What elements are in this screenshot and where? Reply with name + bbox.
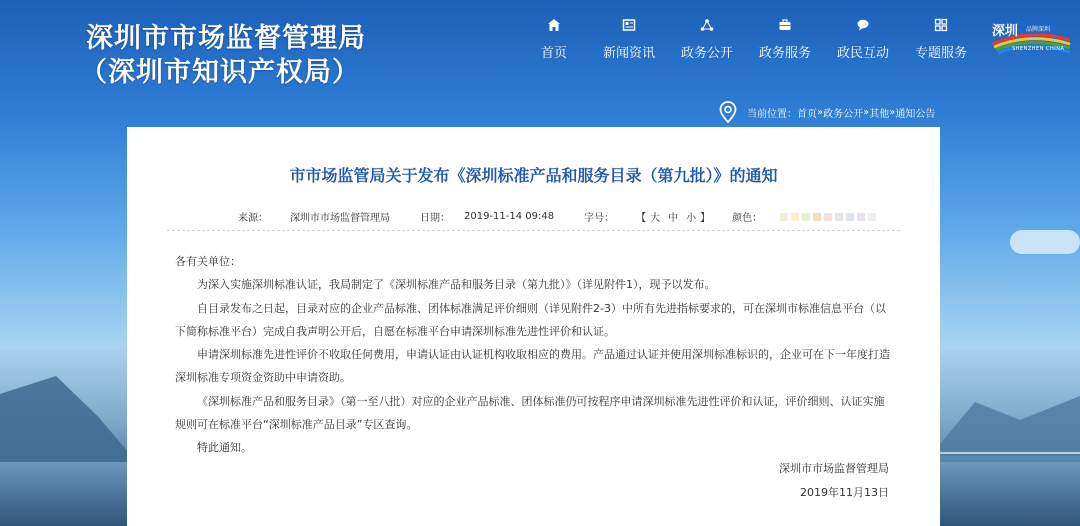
logo-subtext: 品牌深圳 [1026, 26, 1051, 33]
affairs-icon [700, 18, 714, 32]
background-mountain-right [930, 396, 1080, 456]
salutation: 各有关单位： [175, 255, 241, 268]
nav-item-affairs[interactable] [668, 18, 746, 61]
body-paragraph: 自目录发布之日起，目录对应的企业产品标准、团体标准满足评价细则（详见附件2-3）中所有先进指标要求的，可在深圳市标准信息平台（以下简称标准平台）完成自我声明公开后，自愿在标准平台申请深圳标准先进性评价和认证。 [175, 301, 886, 338]
color-swatch[interactable] [824, 213, 832, 221]
home-icon [547, 18, 561, 32]
font-size-medium-link[interactable]: 中 [668, 213, 679, 224]
breadcrumb-item-affairs[interactable]: 政务公开 [823, 108, 864, 120]
signature-block [779, 457, 889, 505]
nav-item-label: 专题服务 [914, 46, 967, 61]
nav-item-label: 新闻资讯 [602, 46, 655, 61]
site-title-line1: 深圳市市场监督管理局 [86, 23, 366, 54]
breadcrumb-item-notices[interactable]: 通知公告 [895, 108, 936, 120]
nav-item-interaction[interactable] [824, 18, 902, 61]
color-swatches [780, 213, 879, 221]
location-pin-icon [719, 101, 737, 123]
nav-item-special[interactable] [902, 18, 980, 61]
breadcrumb-separator: » [889, 106, 896, 118]
source-label: 来源： [238, 213, 268, 224]
logo-text: 深圳 [992, 24, 1019, 39]
source-value: 深圳市市场监督管理局 [290, 213, 390, 224]
nav-item-services[interactable] [746, 18, 824, 61]
color-swatch[interactable] [813, 213, 821, 221]
font-size-large-link[interactable]: 大 [650, 213, 661, 224]
background-bridge [930, 452, 1080, 454]
meta-divider [167, 230, 900, 231]
article-panel [127, 127, 940, 526]
site-title-line2: （深圳市知识产权局） [80, 57, 360, 88]
article-meta [238, 209, 879, 224]
background-cloud [1010, 230, 1080, 254]
nav-item-label: 政务服务 [758, 46, 811, 61]
grid-icon [934, 18, 948, 32]
signature-org: 深圳市市场监督管理局 [779, 462, 889, 475]
font-size-bracket-open: 【 [636, 213, 647, 224]
site-title[interactable] [80, 22, 366, 90]
signature-date: 2019年11月13日 [800, 486, 889, 499]
body-paragraph: 申请深圳标准先进性评价不收取任何费用，申请认证由认证机构收取相应的费用。产品通过认证并使用深圳标准标识的，企业可在下一年度打造深圳标准专项资金资助中申请资助。 [175, 348, 890, 385]
breadcrumb-separator: » [863, 106, 870, 118]
color-swatch[interactable] [857, 213, 865, 221]
font-size-small-link[interactable]: 小 [686, 213, 697, 224]
nav-item-news[interactable] [590, 18, 668, 61]
body-paragraph: 为深入实施深圳标准认证，我局制定了《深圳标准产品和服务目录（第九批）》（详见附件1），现予以发布。 [197, 278, 716, 292]
breadcrumb-item-other[interactable]: 其他 [869, 108, 890, 120]
font-size-bracket-close: 】 [700, 213, 711, 224]
color-swatch[interactable] [846, 213, 854, 221]
background-mountain-left [0, 376, 140, 466]
nav-item-label: 政民互动 [836, 46, 889, 61]
date-label: 日期： [420, 213, 450, 224]
logo-english-text: SHENZHEN CHINA [1012, 46, 1065, 52]
main-nav [518, 18, 980, 61]
breadcrumb-separator: » [817, 106, 824, 118]
font-size-label: 字号： [584, 213, 615, 224]
shenzhen-brand-logo[interactable] [990, 18, 1072, 58]
briefcase-icon [778, 18, 792, 32]
color-label: 颜色： [732, 213, 763, 224]
color-swatch[interactable] [868, 213, 876, 221]
breadcrumb-item-home[interactable]: 首页 [797, 108, 817, 120]
article-title: 市市场监管局关于发布《深圳标准产品和服务目录（第九批）》的通知 [289, 166, 778, 185]
color-swatch[interactable] [791, 213, 799, 221]
chat-icon [856, 18, 870, 32]
breadcrumb-prefix: 当前位置： [747, 108, 797, 120]
nav-item-home[interactable] [518, 18, 590, 61]
body-paragraph: 《深圳标准产品和服务目录》（第一至八批）对应的企业产品标准、团体标准仍可按程序申请深圳标准先进性评价和认证，评价细则、认证实施规则可在标准平台“深圳标准产品目录”专区查询。 [175, 394, 885, 432]
color-swatch[interactable] [802, 213, 810, 221]
color-swatch[interactable] [835, 213, 843, 221]
breadcrumb [719, 101, 935, 123]
article-body [175, 250, 895, 460]
nav-item-label: 首页 [540, 46, 567, 61]
nav-item-label: 政务公开 [680, 46, 733, 61]
color-swatch[interactable] [780, 213, 788, 221]
news-icon [622, 18, 636, 32]
body-paragraph: 特此通知。 [197, 441, 252, 455]
date-value: 2019-11-14 09:48 [464, 211, 555, 222]
